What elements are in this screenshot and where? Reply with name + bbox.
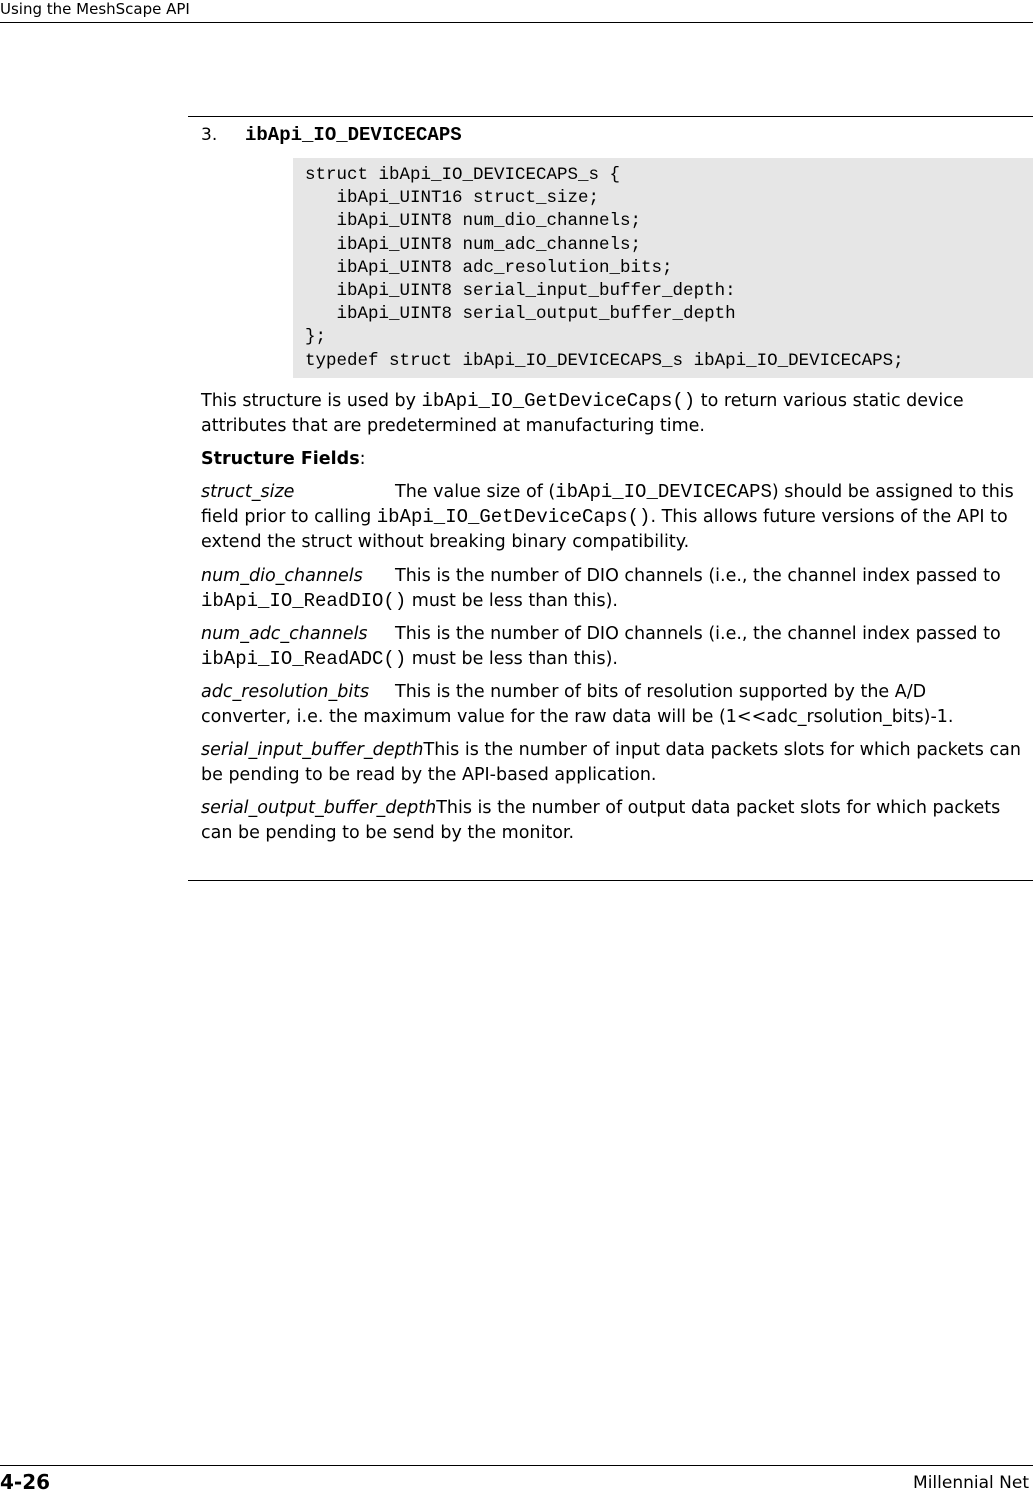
field-adc-resolution-bits [201, 680, 1021, 730]
footer-divider [0, 1465, 1033, 1466]
field-num-adc-channels [201, 622, 1021, 672]
field-description: ) should be assigned to this field prior to calling [201, 482, 1014, 527]
structure-fields-heading [201, 447, 1021, 472]
intro-paragraph [201, 389, 1021, 439]
page-number: 4-26 [0, 1470, 51, 1494]
field-description: The value size of ( [395, 482, 556, 502]
field-name: num_adc_channels [201, 624, 368, 644]
field-name: num_dio_channels [201, 566, 363, 586]
intro-suffix: to return various static device attributes that are predetermined at manufacturing time. [201, 391, 964, 436]
field-description: must be less than this). [406, 591, 618, 611]
item-name: ibApi_IO_DEVICECAPS [245, 124, 462, 146]
publisher-name: Millennial Net [913, 1473, 1029, 1493]
field-description: This is the number of DIO channels (i.e., the channel index passed to [395, 624, 1001, 644]
intro-prefix: This structure is used by [201, 391, 422, 411]
field-struct-size [201, 480, 1021, 555]
field-serial-output-buffer-depth [201, 796, 1021, 846]
item-heading [201, 124, 462, 146]
field-code: ibApi_IO_ReadDIO() [201, 590, 407, 612]
section-top-divider [188, 116, 1033, 117]
field-serial-input-buffer-depth [201, 738, 1021, 788]
section-bottom-divider [188, 880, 1033, 881]
field-code: ibApi_IO_GetDeviceCaps() [376, 506, 651, 528]
field-name: struct_size [201, 482, 295, 502]
header-divider [0, 22, 1033, 23]
field-code: ibApi_IO_ReadADC() [201, 648, 407, 670]
intro-function-name: ibApi_IO_GetDeviceCaps() [421, 390, 696, 412]
field-code: ibApi_IO_DEVICECAPS [555, 481, 772, 503]
field-description: This is the number of input data packets slots for which packets can be pending to be read by the API-based application. [201, 740, 1021, 785]
field-description: This is the number of bits of resolution supported by the A/D converter, i.e. the maximum value for the raw data will be (1<<adc_rsolution_bits)-1. [201, 682, 954, 727]
field-description: This is the number of DIO channels (i.e., the channel index passed to [395, 566, 1001, 586]
running-header-title: Using the MeshScape API [0, 0, 190, 18]
field-name: adc_resolution_bits [201, 682, 370, 702]
field-description: must be less than this). [406, 649, 618, 669]
structure-fields-label: Structure Fields [201, 449, 360, 469]
field-description: . This allows future versions of the API to extend the struct without breaking binary compatibility. [201, 507, 1008, 552]
field-num-dio-channels [201, 564, 1021, 614]
structure-fields-colon: : [359, 449, 366, 469]
item-number: 3. [201, 125, 218, 145]
struct-code-block: struct ibApi_IO_DEVICECAPS_s { ibApi_UINT16 struct_size; ibApi_UINT8 num_dio_channels; ibApi_UINT8 num_adc_channels; ibApi_UINT8 adc_resolution_bits; ibApi_UINT8 serial_input_buffer_depth: ibApi_UINT8 serial_output_buffer_depth }; typedef struct ibApi_IO_DEVICECAPS_s ibApi_IO_DEVICECAPS; [293, 158, 1033, 378]
field-name: serial_input_buffer_depth [201, 740, 424, 760]
field-name: serial_output_buffer_depth [201, 798, 437, 818]
field-description: This is the number of output data packet slots for which packets can be pending to be send by the monitor. [201, 798, 1001, 843]
